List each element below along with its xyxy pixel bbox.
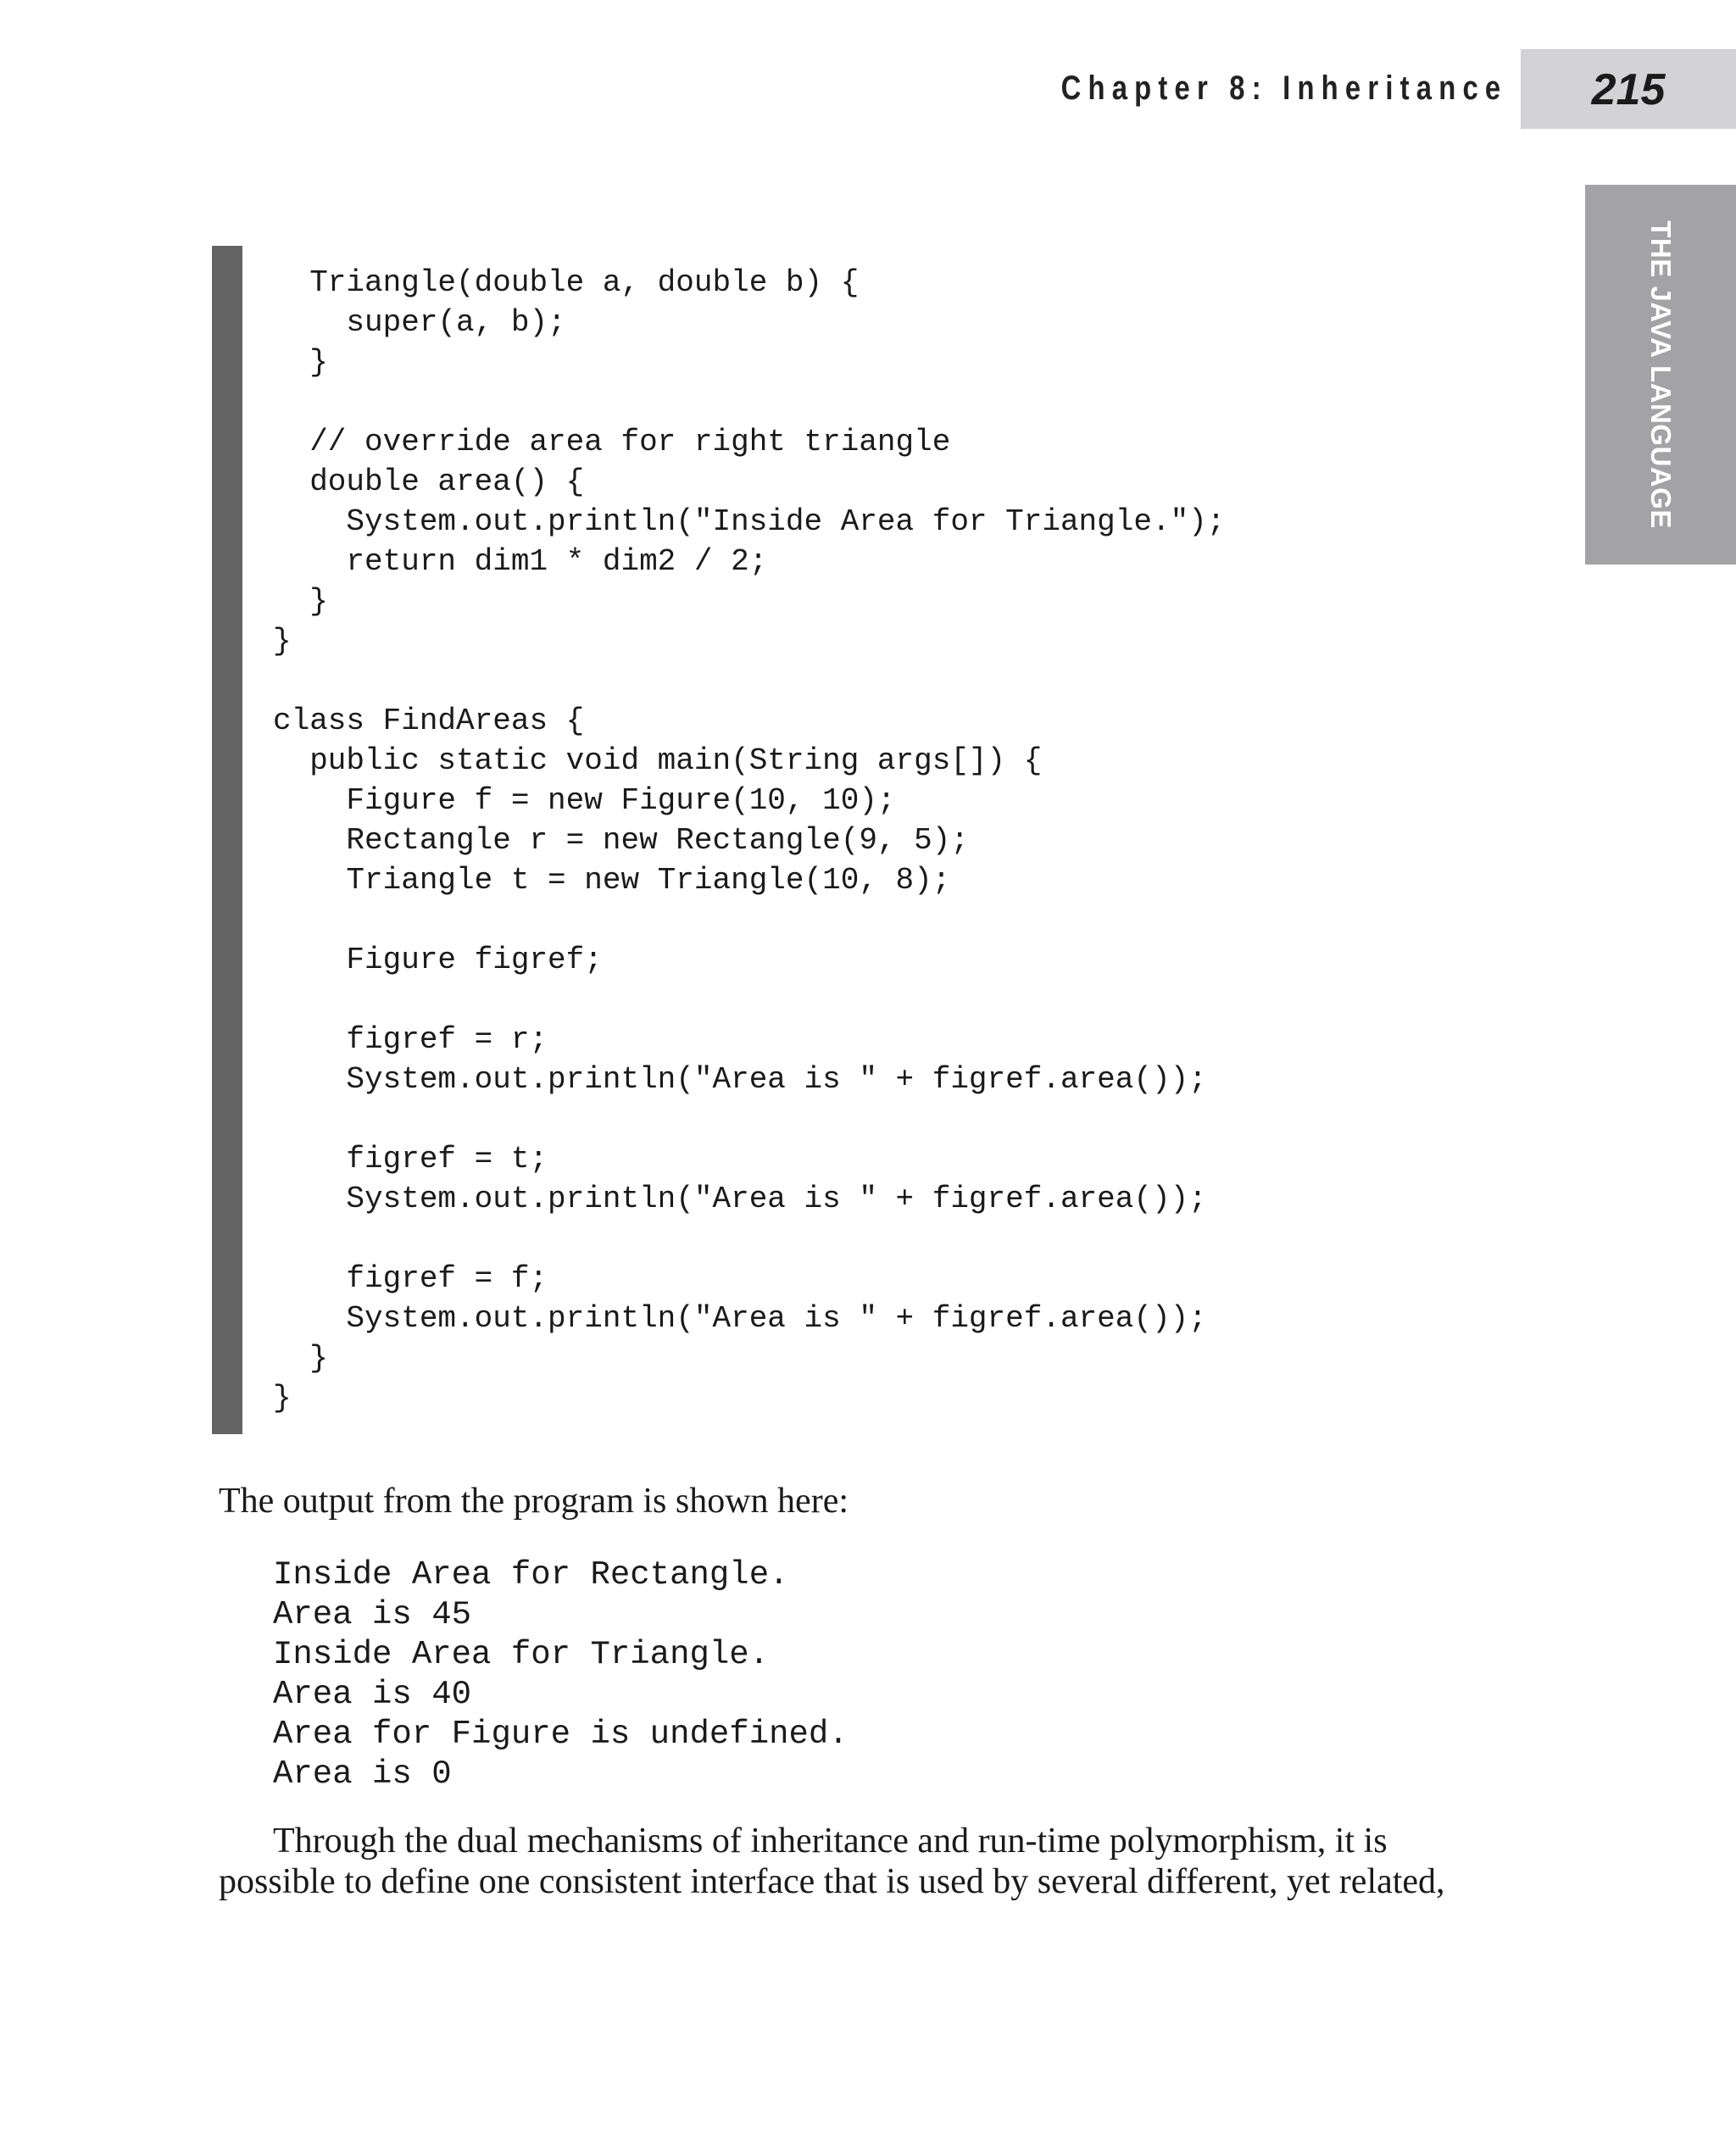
side-tab-label: THE JAVA LANGUAGE	[1645, 220, 1677, 529]
paragraph-line: Through the dual mechanisms of inheritance and run-time polymorphism, it is	[273, 1822, 1388, 1861]
output-line: Area for Figure is undefined.	[273, 1716, 849, 1753]
code-line: // override area for right triangle	[273, 425, 951, 459]
code-line: super(a, b);	[273, 305, 566, 340]
code-line: Triangle t = new Triangle(10, 8);	[273, 863, 951, 898]
code-line: }	[273, 624, 292, 659]
code-listing	[273, 263, 1225, 1418]
output-line: Inside Area for Rectangle.	[273, 1556, 789, 1594]
code-line: class FindAreas {	[273, 704, 585, 738]
page-number-tab	[1521, 49, 1736, 129]
chapter-header: Chapter 8: Inheritance	[1060, 70, 1507, 107]
code-line: return dim1 * dim2 / 2;	[273, 544, 768, 579]
code-line: System.out.println("Area is " + figref.area());	[273, 1182, 1207, 1216]
code-line: public static void main(String args[]) {	[273, 743, 1043, 778]
code-line: Figure figref;	[273, 943, 603, 977]
program-output	[273, 1555, 849, 1794]
code-line: System.out.println("Area is " + figref.area());	[273, 1062, 1207, 1097]
code-line: }	[273, 1341, 328, 1376]
code-line: Rectangle r = new Rectangle(9, 5);	[273, 823, 969, 858]
body-paragraph	[219, 1821, 1490, 1902]
code-line: }	[273, 345, 328, 380]
code-line: figref = f;	[273, 1261, 548, 1296]
page-number: 215	[1591, 65, 1666, 114]
code-line: System.out.println("Area is " + figref.area());	[273, 1301, 1207, 1336]
code-line: Triangle(double a, double b) {	[273, 265, 860, 300]
output-line: Inside Area for Triangle.	[273, 1636, 770, 1673]
code-line: figref = t;	[273, 1142, 548, 1176]
section-side-tab	[1585, 185, 1736, 565]
code-line: double area() {	[273, 464, 585, 499]
output-line: Area is 45	[273, 1596, 472, 1633]
code-line: System.out.println("Inside Area for Triangle.");	[273, 504, 1226, 539]
output-line: Area is 0	[273, 1755, 452, 1793]
code-line: }	[273, 584, 328, 619]
code-line: figref = r;	[273, 1022, 548, 1057]
paragraph-line: possible to define one consistent interface that is used by several different, yet related,	[219, 1862, 1445, 1901]
code-line: }	[273, 1381, 292, 1416]
code-listing-bar	[212, 246, 242, 1434]
output-line: Area is 40	[273, 1676, 472, 1713]
code-line: Figure f = new Figure(10, 10);	[273, 783, 896, 818]
output-intro-text: The output from the program is shown here:	[219, 1482, 849, 1521]
